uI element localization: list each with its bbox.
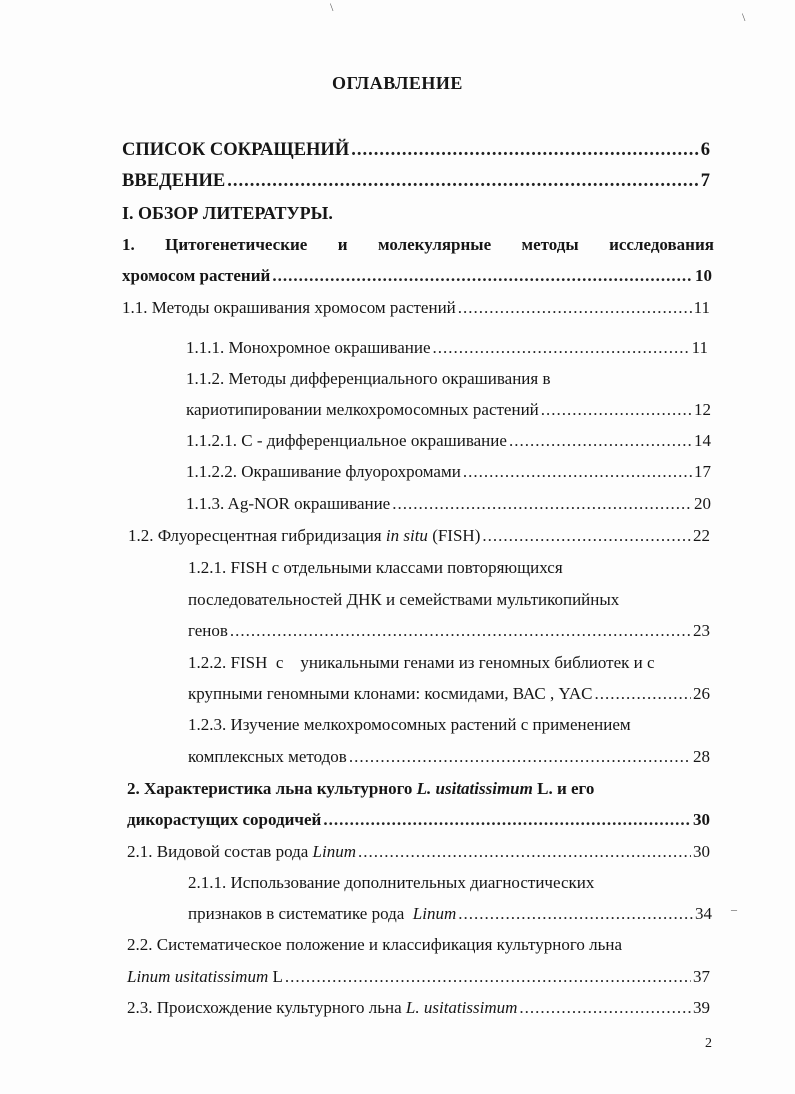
toc-entry-text: 1.2. Флуоресцентная гибридизация in situ (FISH)	[128, 526, 481, 545]
toc-entry-text: крупными геномными клонами: космидами, ВАС , YAC	[188, 684, 593, 703]
toc-entry-2-1-1-line1: 2.1.1. Использование дополнительных диагностических	[188, 873, 595, 892]
toc-leader	[272, 264, 693, 288]
scan-mark-top: \	[330, 0, 334, 14]
toc-entry-1-2-1-line2: последовательностей ДНК и семействами мультикопийных	[188, 590, 620, 609]
toc-entry-2-3	[127, 996, 710, 1020]
toc-entry-1-1-3	[186, 492, 711, 516]
toc-entry-text: генов	[188, 621, 228, 640]
toc-leader	[519, 996, 691, 1020]
toc-word: исследования	[609, 235, 714, 254]
toc-page: 11	[691, 338, 708, 357]
toc-entry-text: 1.1.3. Ag-NOR окрашивание	[186, 494, 391, 513]
toc-page: 39	[693, 998, 710, 1017]
toc-entry-2-1-1-line2	[188, 902, 712, 926]
toc-leader	[458, 902, 693, 926]
toc-entry-text: хромосом растений	[122, 266, 271, 285]
toc-entry-text: дикорастущих сородичей	[127, 810, 322, 829]
toc-entry-text: 1.1.1. Монохромное окрашивание	[186, 338, 431, 357]
toc-page: 22	[693, 526, 710, 545]
toc-entry-text: кариотипировании мелкохромосомных растений	[186, 400, 539, 419]
toc-leader	[323, 808, 691, 832]
toc-entry-1-1-2-line1: 1.1.2. Методы дифференциального окрашивания в	[186, 369, 551, 388]
toc-entry-abbreviations	[122, 138, 710, 162]
page-number: 2	[705, 1036, 712, 1051]
toc-entry-1-2-3-line2	[188, 745, 710, 769]
toc-leader	[227, 169, 699, 193]
toc-leader	[432, 336, 689, 360]
toc-entry-text: СПИСОК СОКРАЩЕНИЙ	[122, 140, 350, 160]
toc-entry-text: комплексных методов	[188, 747, 347, 766]
toc-page: 11	[693, 298, 710, 317]
scan-mark-corner: \	[742, 10, 746, 24]
toc-entry-text: 1.1.2.1. С - дифференциальное окрашивание	[186, 431, 507, 450]
toc-leader	[349, 745, 691, 769]
toc-leader	[463, 460, 692, 484]
toc-leader	[285, 965, 691, 989]
toc-entry-1-1-2-line2	[186, 398, 711, 422]
toc-page: 26	[693, 684, 710, 703]
toc-word: и	[337, 235, 348, 254]
toc-entry-text: признаков в систематике рода Linum	[188, 904, 457, 923]
toc-leader	[351, 138, 699, 162]
toc-entry-text: Linum usitatissimum L	[127, 967, 283, 986]
toc-page: 23	[693, 621, 710, 640]
page-title: ОГЛАВЛЕНИЕ	[332, 73, 463, 93]
toc-leader	[230, 619, 691, 643]
toc-page: 12	[694, 400, 711, 419]
toc-entry-2-1	[127, 840, 710, 864]
toc-leader	[595, 682, 692, 706]
toc-entry-text: ВВЕДЕНИЕ	[122, 171, 226, 191]
toc-word: Цитогенетические	[165, 235, 308, 254]
toc-page: 34	[695, 904, 712, 923]
toc-page: 7	[700, 171, 710, 191]
toc-entry-text: 2.1. Видовой состав рода Linum	[127, 842, 356, 861]
toc-entry-1-2-2-line2	[188, 682, 710, 706]
toc-entry-1-1	[122, 296, 710, 320]
toc-entry-1-2-3-line1: 1.2.3. Изучение мелкохромосомных растений с применением	[188, 715, 631, 734]
toc-entry-text: 1.1. Методы окрашивания хромосом растений	[122, 298, 456, 317]
toc-entry-1-2	[128, 524, 710, 548]
toc-page: 6	[700, 140, 710, 160]
toc-page: 28	[693, 747, 710, 766]
toc-word: 1.	[122, 235, 135, 254]
toc-entry-2-line1: 2. Характеристика льна культурного L. usitatissimum L. и его	[127, 779, 595, 798]
toc-entry-text: 2.3. Происхождение культурного льна L. usitatissimum	[127, 998, 518, 1017]
toc-entry-2-line2	[127, 808, 710, 832]
toc-entry-1-2-2-line1: 1.2.2. FISH с уникальными генами из геномных библиотек и с	[188, 653, 655, 672]
toc-page: 30	[693, 842, 710, 861]
toc-leader	[458, 296, 692, 320]
toc-word: методы	[521, 235, 579, 254]
toc-entry-1-2-1-line3	[188, 619, 710, 643]
scan-mark-right: –	[731, 902, 737, 916]
toc-page: 37	[693, 967, 710, 986]
toc-leader	[392, 492, 692, 516]
toc-page: 14	[694, 431, 711, 450]
toc-entry-1-1-2-2	[186, 460, 711, 484]
toc-leader	[358, 840, 691, 864]
toc-entry-text: 1.1.2.2. Окрашивание флуорохромами	[186, 462, 461, 481]
toc-section-literature-review: I. ОБЗОР ЛИТЕРАТУРЫ.	[122, 203, 333, 223]
toc-leader	[509, 429, 692, 453]
toc-page: 30	[693, 810, 710, 829]
toc-entry-1-1-1	[186, 336, 708, 360]
toc-entry-2-2-line1: 2.2. Систематическое положение и классификация культурного льна	[127, 935, 623, 954]
toc-page: 10	[695, 266, 712, 285]
toc-leader	[541, 398, 692, 422]
toc-word: молекулярные	[377, 235, 492, 254]
toc-entry-1-line2	[122, 264, 712, 288]
toc-entry-introduction	[122, 169, 710, 193]
toc-entry-2-2-line2	[127, 965, 710, 989]
toc-page: 17	[694, 462, 711, 481]
toc-entry-1-line1	[122, 233, 714, 257]
toc-leader	[482, 524, 691, 548]
toc-entry-1-2-1-line1: 1.2.1. FISH с отдельными классами повторяющихся	[188, 558, 563, 577]
toc-entry-1-1-2-1	[186, 429, 711, 453]
toc-page: 20	[694, 494, 711, 513]
